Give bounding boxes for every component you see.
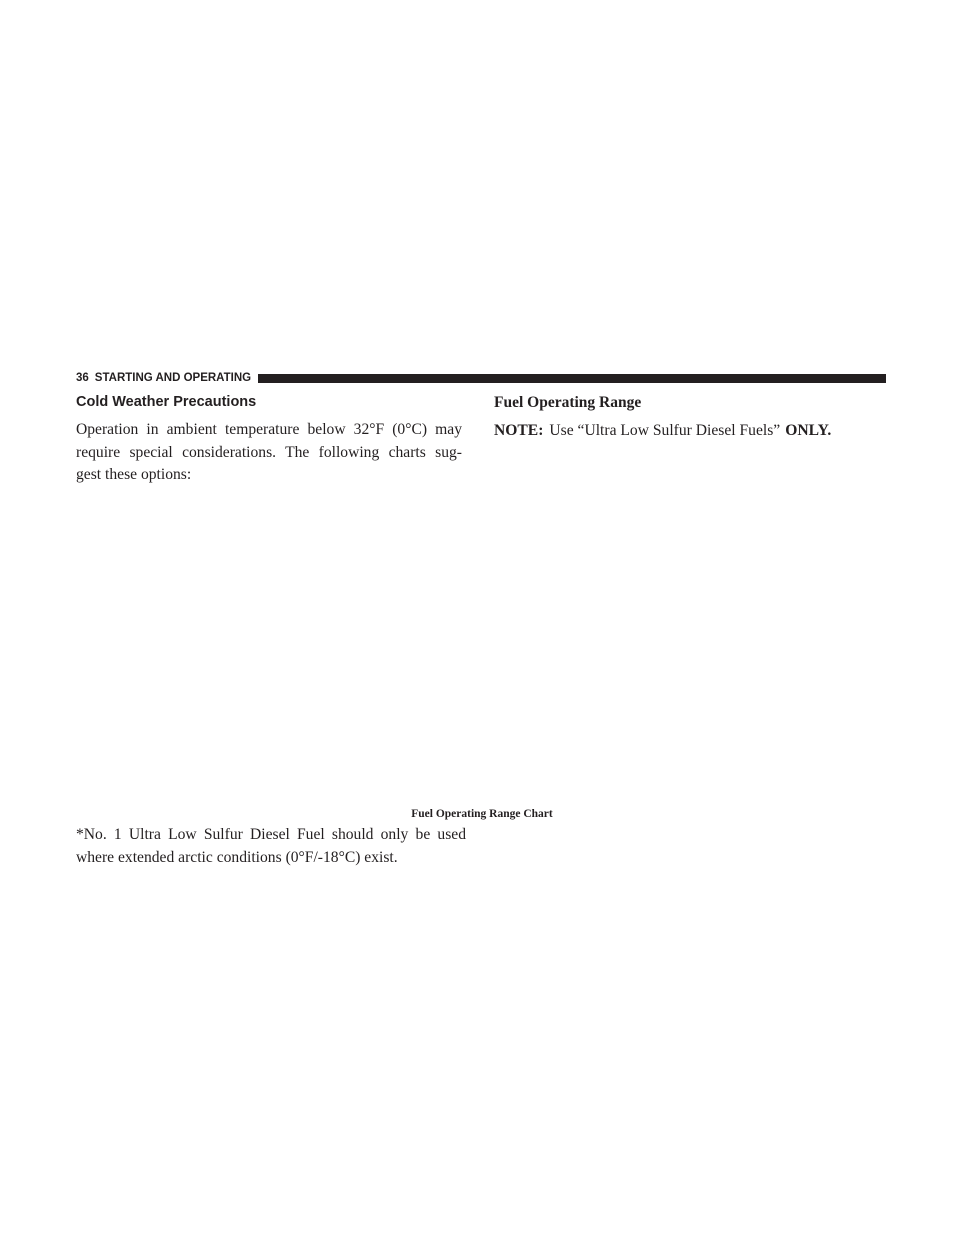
section-name: STARTING AND OPERATING: [94, 372, 252, 384]
header-rule: [258, 374, 886, 383]
fuel-note: [494, 420, 831, 443]
cold-weather-paragraph: [76, 419, 462, 487]
page-number: 36: [76, 372, 89, 384]
paragraph-line: Operation in ambient temperature below 32°F (0°C) may: [76, 421, 462, 438]
note-label: NOTE:: [494, 422, 544, 439]
footer-watermark: [0, 1213, 960, 1242]
note-text: Use “Ultra Low Sulfur Diesel Fuels”: [549, 422, 781, 439]
fuel-range-chart-area: [494, 456, 884, 796]
page-header: [76, 371, 886, 385]
figure-caption: Fuel Operating Range Chart: [411, 808, 553, 820]
footnote-line: where extended arctic conditions (0°F/-18°C) exist.: [76, 848, 398, 866]
fuel-range-heading: Fuel Operating Range: [494, 394, 642, 411]
paragraph-line: require special considerations. The following charts sug-: [76, 443, 462, 461]
note-emphasis: ONLY.: [785, 422, 832, 439]
footnote-line: *No. 1 Ultra Low Sulfur Diesel Fuel should only be used: [76, 826, 466, 843]
footnote: [76, 824, 466, 869]
paragraph-line: gest these options:: [76, 466, 192, 483]
cold-weather-heading: Cold Weather Precautions: [76, 394, 257, 410]
